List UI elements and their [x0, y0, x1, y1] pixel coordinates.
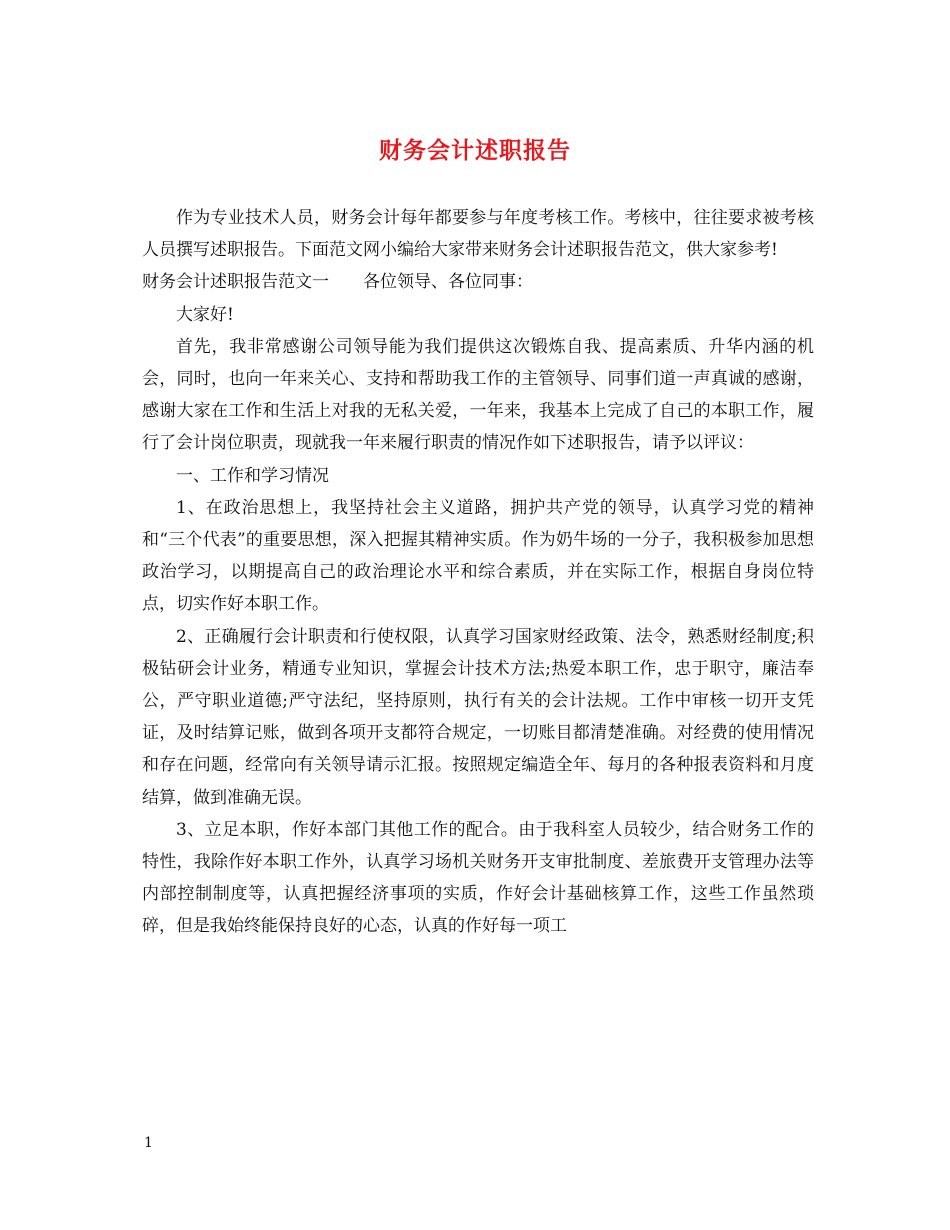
section-heading: 一、工作和学习情况 [176, 465, 329, 486]
intro-paragraph: 作为专业技术人员，财务会计每年都要参与年度考核工作。考核中，往往要求被考核人员撰写述职报告。下面范文网小编给大家带来财务会计述职报告范文，供大家参考! [142, 208, 814, 261]
item-duties: 2、正确履行会计职责和行使权限，认真学习国家财经政策、法令，熟悉财经制度;积极钻研会计业务，精通专业知识，掌握会计技术方法;热爱本职工作，忠于职守，廉洁奉公，严守职业道德;严守法纪，坚持原则，执行有关的会计法规。工作中审核一切开支凭证，及时结算记账，做到各项开支都符合规定，一切账目都清楚准确。对经费的使用情况和存在问题，经常向有关领导请示汇报。按照规定编造全年、每月的各种报表资料和月度结算，做到准确无误。 [142, 626, 814, 808]
item-political: 1、在政治思想上，我坚持社会主义道路，拥护共产党的领导，认真学习党的精神和“三个代表”的重要思想，深入把握其精神实质。作为奶牛场的一分子，我积极参加思想政治学习，以期提高自己的政治理论水平和综合素质，并在实际工作，根据自身岗位特点，切实作好本职工作。 [142, 497, 814, 615]
document-title: 财务会计述职报告 [379, 137, 571, 164]
paragraph-thanks: 首先，我非常感谢公司领导能为我们提供这次锻炼自我、提高素质、升华内涵的机会，同时，也向一年来关心、支持和帮助我工作的主管领导、同事们道一声真诚的感谢，感谢大家在工作和生活上对我的无私关爱，一年来，我基本上完成了自己的本职工作，履行了会计岗位职责，现就我一年来履行职责的情况作如下述职报告，请予以评议： [142, 336, 814, 454]
item-cooperation: 3、立足本职，作好本部门其他工作的配合。由于我科室人员较少，结合财务工作的特性，我除作好本职工作外，认真学习场机关财务开支审批制度、差旅费开支管理办法等内部控制制度等，认真把握经济事项的实质，作好会计基础核算工作，这些工作虽然琐碎，但是我始终能保持良好的心态，认真的作好每一项工 [142, 819, 814, 937]
document-body [142, 202, 814, 943]
greeting: 大家好! [176, 304, 234, 325]
salutation: 各位领导、各位同事： [363, 272, 533, 293]
page-number: 1 [144, 1135, 153, 1151]
sample-heading: 财务会计述职报告范文一 [142, 272, 329, 293]
sample-heading-line [142, 266, 814, 298]
